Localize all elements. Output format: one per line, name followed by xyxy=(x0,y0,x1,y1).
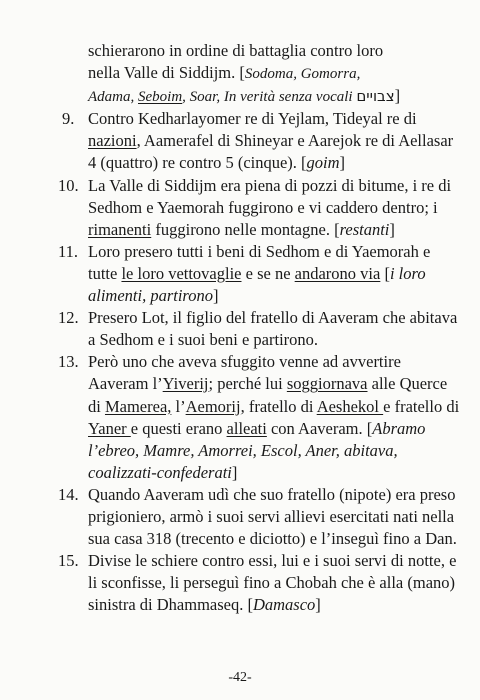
verse-12: 12. Presero Lot, il figlio del fratello di Aaveram che abitava a Sedhom e i suoi beni e partirono. xyxy=(58,308,458,350)
verse-number: 9. xyxy=(62,109,75,129)
italic-note: Sodoma, Gomorra, xyxy=(244,66,361,83)
verse-number: 10. xyxy=(58,175,79,195)
verse-number: 15. xyxy=(58,551,79,571)
underlined-word: Yaner xyxy=(88,418,131,438)
italic-note: i loro alimenti, partirono xyxy=(88,263,426,306)
page-number: -42- xyxy=(228,670,252,685)
italic-note: goim xyxy=(306,153,340,173)
underlined-word: soggiornava xyxy=(286,374,368,394)
verse-11: 11. Loro presero tutti i beni di Sedhom e di Yaemorah e tutte le loro vettovaglie e se ne andarono via [i loro alimenti, partirono] xyxy=(58,241,431,306)
underlined-word: andarono via xyxy=(294,263,381,283)
verse-14: 14. Quando Aaveram udì che suo fratello (nipote) era preso prigioniero, armò i suoi servi allievi esercitati nati nella sua casa 318 (trecento e diciotto) e l’inseguì fino a Dan. xyxy=(58,484,457,549)
italic-note: restanti xyxy=(339,219,390,239)
underlined-word: Yiverij xyxy=(162,374,209,394)
underlined-word: Aeshekol xyxy=(316,396,384,416)
verse-number: 14. xyxy=(58,484,79,504)
verse-number: 13. xyxy=(58,352,79,372)
underlined-word: alleati xyxy=(226,418,267,438)
underlined-word: rimanenti xyxy=(88,219,152,239)
verse-number: 12. xyxy=(58,308,79,328)
underlined-word: Aemorij xyxy=(185,396,241,416)
underlined-word: Mamerea, xyxy=(104,396,172,416)
verse-9: 9. Contro Kedharlayomer re di Yejlam, Tideyal re di nazioni, Aamerafel di Shineyar e Aarejok re di Aellasar 4 (quattro) re contro 5 (cinque). [goim] xyxy=(62,109,454,173)
italic-note: Abramo l’ebreo, Mamre, Amorrei, Escol, Aner, abitava, coalizzati-confederati xyxy=(88,418,426,482)
text-line: schierarono in ordine di battaglia contro loro xyxy=(88,41,384,60)
italic-note: Adama, xyxy=(88,89,138,106)
underlined-word: Seboim xyxy=(138,89,183,106)
continued-verse xyxy=(62,40,462,108)
text-line: nella Valle di Siddijm. [ xyxy=(88,63,245,83)
italic-note: , Soar, In verità senza vocali xyxy=(182,89,357,106)
bracket: ] xyxy=(394,86,401,106)
italic-note: Damasco xyxy=(252,595,316,615)
underlined-word: le loro vettovaglie xyxy=(121,263,242,283)
verse-13: 13. Però uno che aveva sfuggito venne ad avvertire Aaveram l’Yiverij; perché lui soggiornava alle Querce di Mamerea, l’Aemorij, fratello di Aeshekol e fratello di Yaner e questi erano alleati con Aaveram. [Abramo l’ebreo, Mamre, Amorrei, Escol, Aner, abitava, coalizzati-confederati] xyxy=(58,352,460,482)
page-text xyxy=(58,40,462,616)
hebrew-word: צבויים xyxy=(356,87,395,106)
verse-15: 15. Divise le schiere contro essi, lui e i suoi servi di notte, e li sconfisse, li perseguì fino a Chobah che è alla (mano) sinistra di Dhammaseq. [Damasco] xyxy=(58,551,457,615)
underlined-word: nazioni xyxy=(88,131,137,151)
verse-10: 10. La Valle di Siddijm era piena di pozzi di bitume, i re di Sedhom e Yaemorah fuggirono e vi caddero dentro; i rimanenti fuggirono nelle montagne. [restanti] xyxy=(58,175,452,239)
verse-number: 11. xyxy=(58,241,79,261)
